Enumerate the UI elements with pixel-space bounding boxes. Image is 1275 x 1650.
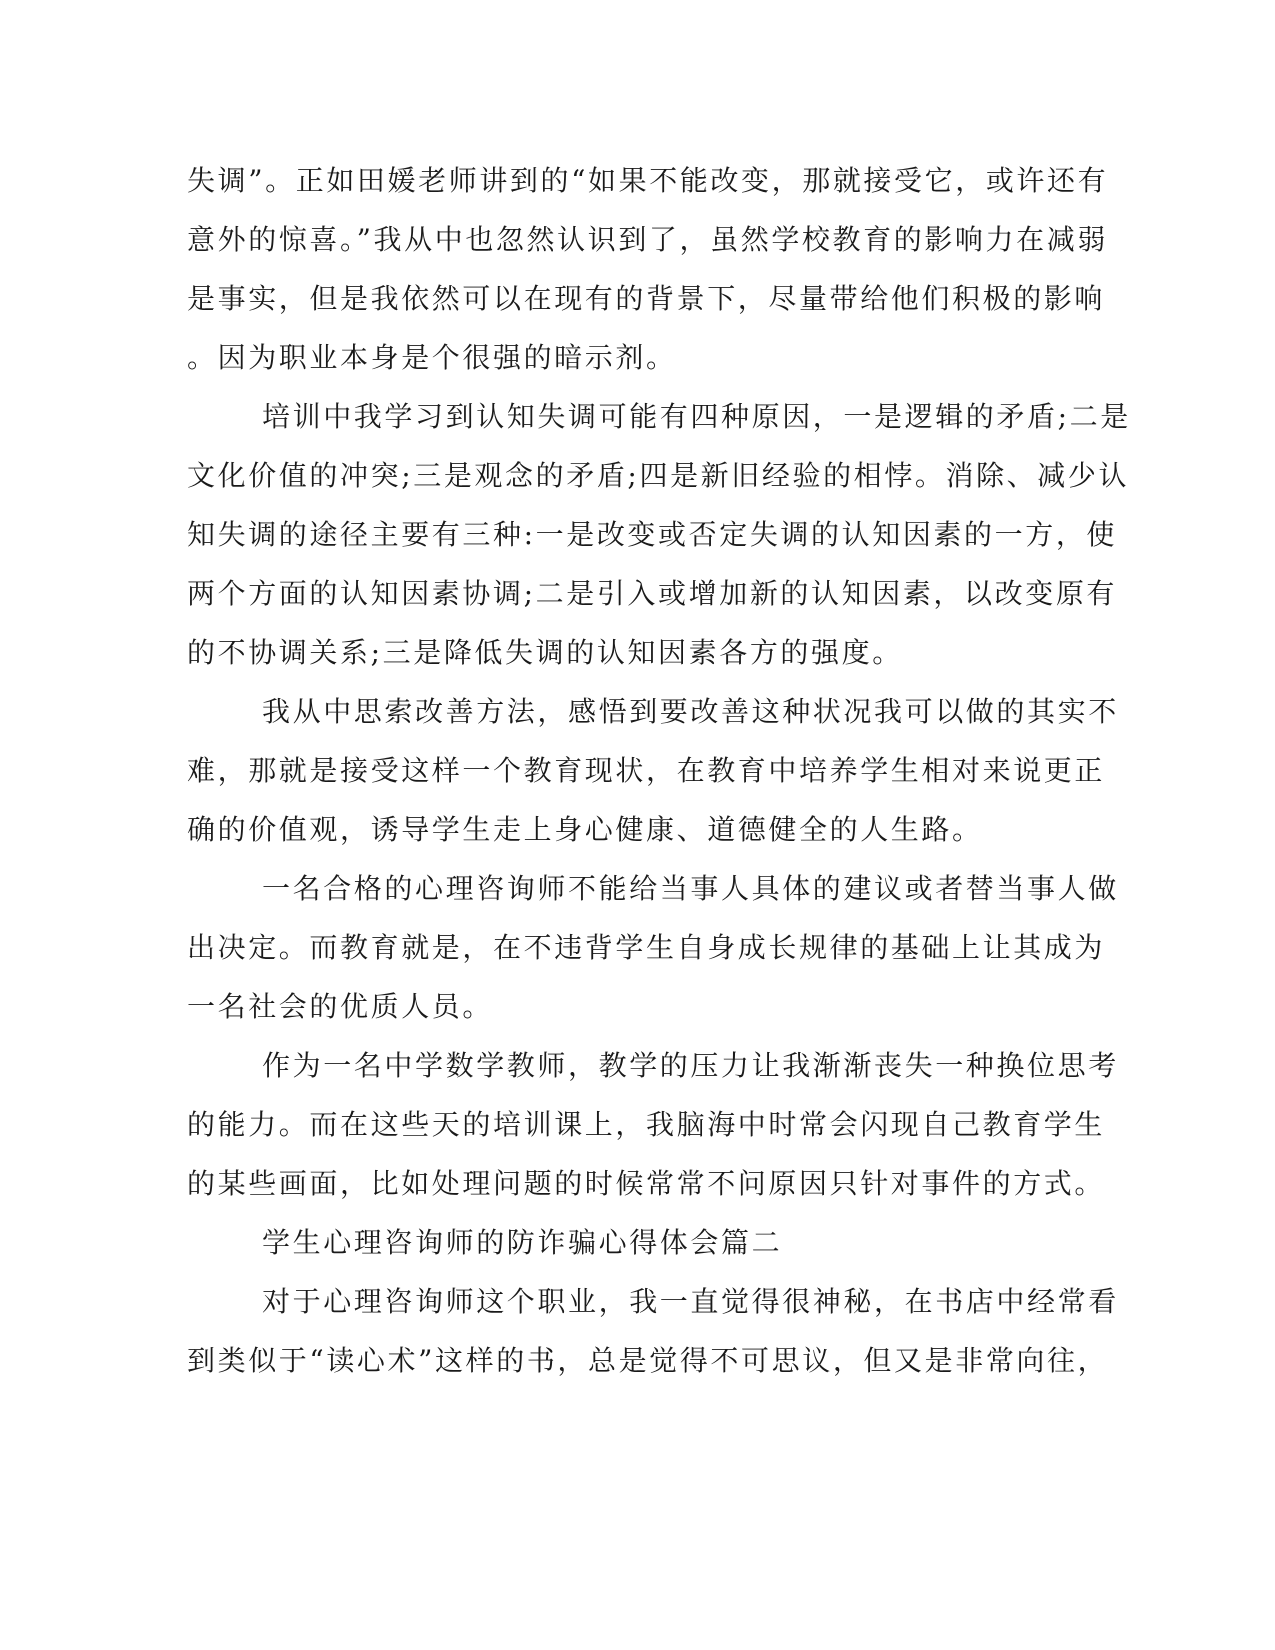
text-line: 两个方面的认知因素协调;二是引入或增加新的认知因素，以改变原有 xyxy=(187,577,1118,610)
paragraph-first-line: 我从中思索改善方法，感悟到要改善这种状况我可以做的其实不 xyxy=(262,695,1119,728)
text-line: 知失调的途径主要有三种:一是改变或否定失调的认知因素的一方，使 xyxy=(187,518,1118,551)
paragraph-first-line: 作为一名中学数学教师，教学的压力让我渐渐丧失一种换位思考 xyxy=(262,1049,1119,1082)
text-line: 出决定。而教育就是，在不违背学生自身成长规律的基础上让其成为 xyxy=(187,931,1106,964)
text-line: 难，那就是接受这样一个教育现状，在教育中培养学生相对来说更正 xyxy=(187,754,1106,787)
section-heading: 学生心理咨询师的防诈骗心得体会篇二 xyxy=(262,1226,783,1259)
text-line: 文化价值的冲突;三是观念的矛盾;四是新旧经验的相悖。消除、减少认 xyxy=(187,459,1130,492)
text-line: 确的价值观，诱导学生走上身心健康、道德健全的人生路。 xyxy=(187,813,983,846)
text-line: 的某些画面，比如处理问题的时候常常不问原因只针对事件的方式。 xyxy=(187,1167,1106,1200)
text-line: 意外的惊喜。”我从中也忽然认识到了，虽然学校教育的影响力在减弱 xyxy=(187,223,1108,256)
text-line: 到类似于“读心术”这样的书，总是觉得不可思议，但又是非常向往， xyxy=(187,1344,1109,1377)
text-line: 的能力。而在这些天的培训课上，我脑海中时常会闪现自己教育学生 xyxy=(187,1108,1106,1141)
text-line: 失调”。正如田媛老师讲到的“如果不能改变，那就接受它，或许还有 xyxy=(187,164,1109,197)
paragraph-first-line: 一名合格的心理咨询师不能给当事人具体的建议或者替当事人做 xyxy=(262,872,1119,905)
text-line: 。因为职业本身是个很强的暗示剂。 xyxy=(187,341,677,374)
text-line: 一名社会的优质人员。 xyxy=(187,990,494,1023)
text-line: 的不协调关系;三是降低失调的认知因素各方的强度。 xyxy=(187,636,903,669)
text-line: 是事实，但是我依然可以在现有的背景下，尽量带给他们积极的影响 xyxy=(187,282,1106,315)
paragraph-first-line: 对于心理咨询师这个职业，我一直觉得很神秘，在书店中经常看 xyxy=(262,1285,1119,1318)
paragraph-first-line: 培训中我学习到认知失调可能有四种原因，一是逻辑的矛盾;二是 xyxy=(262,400,1131,433)
